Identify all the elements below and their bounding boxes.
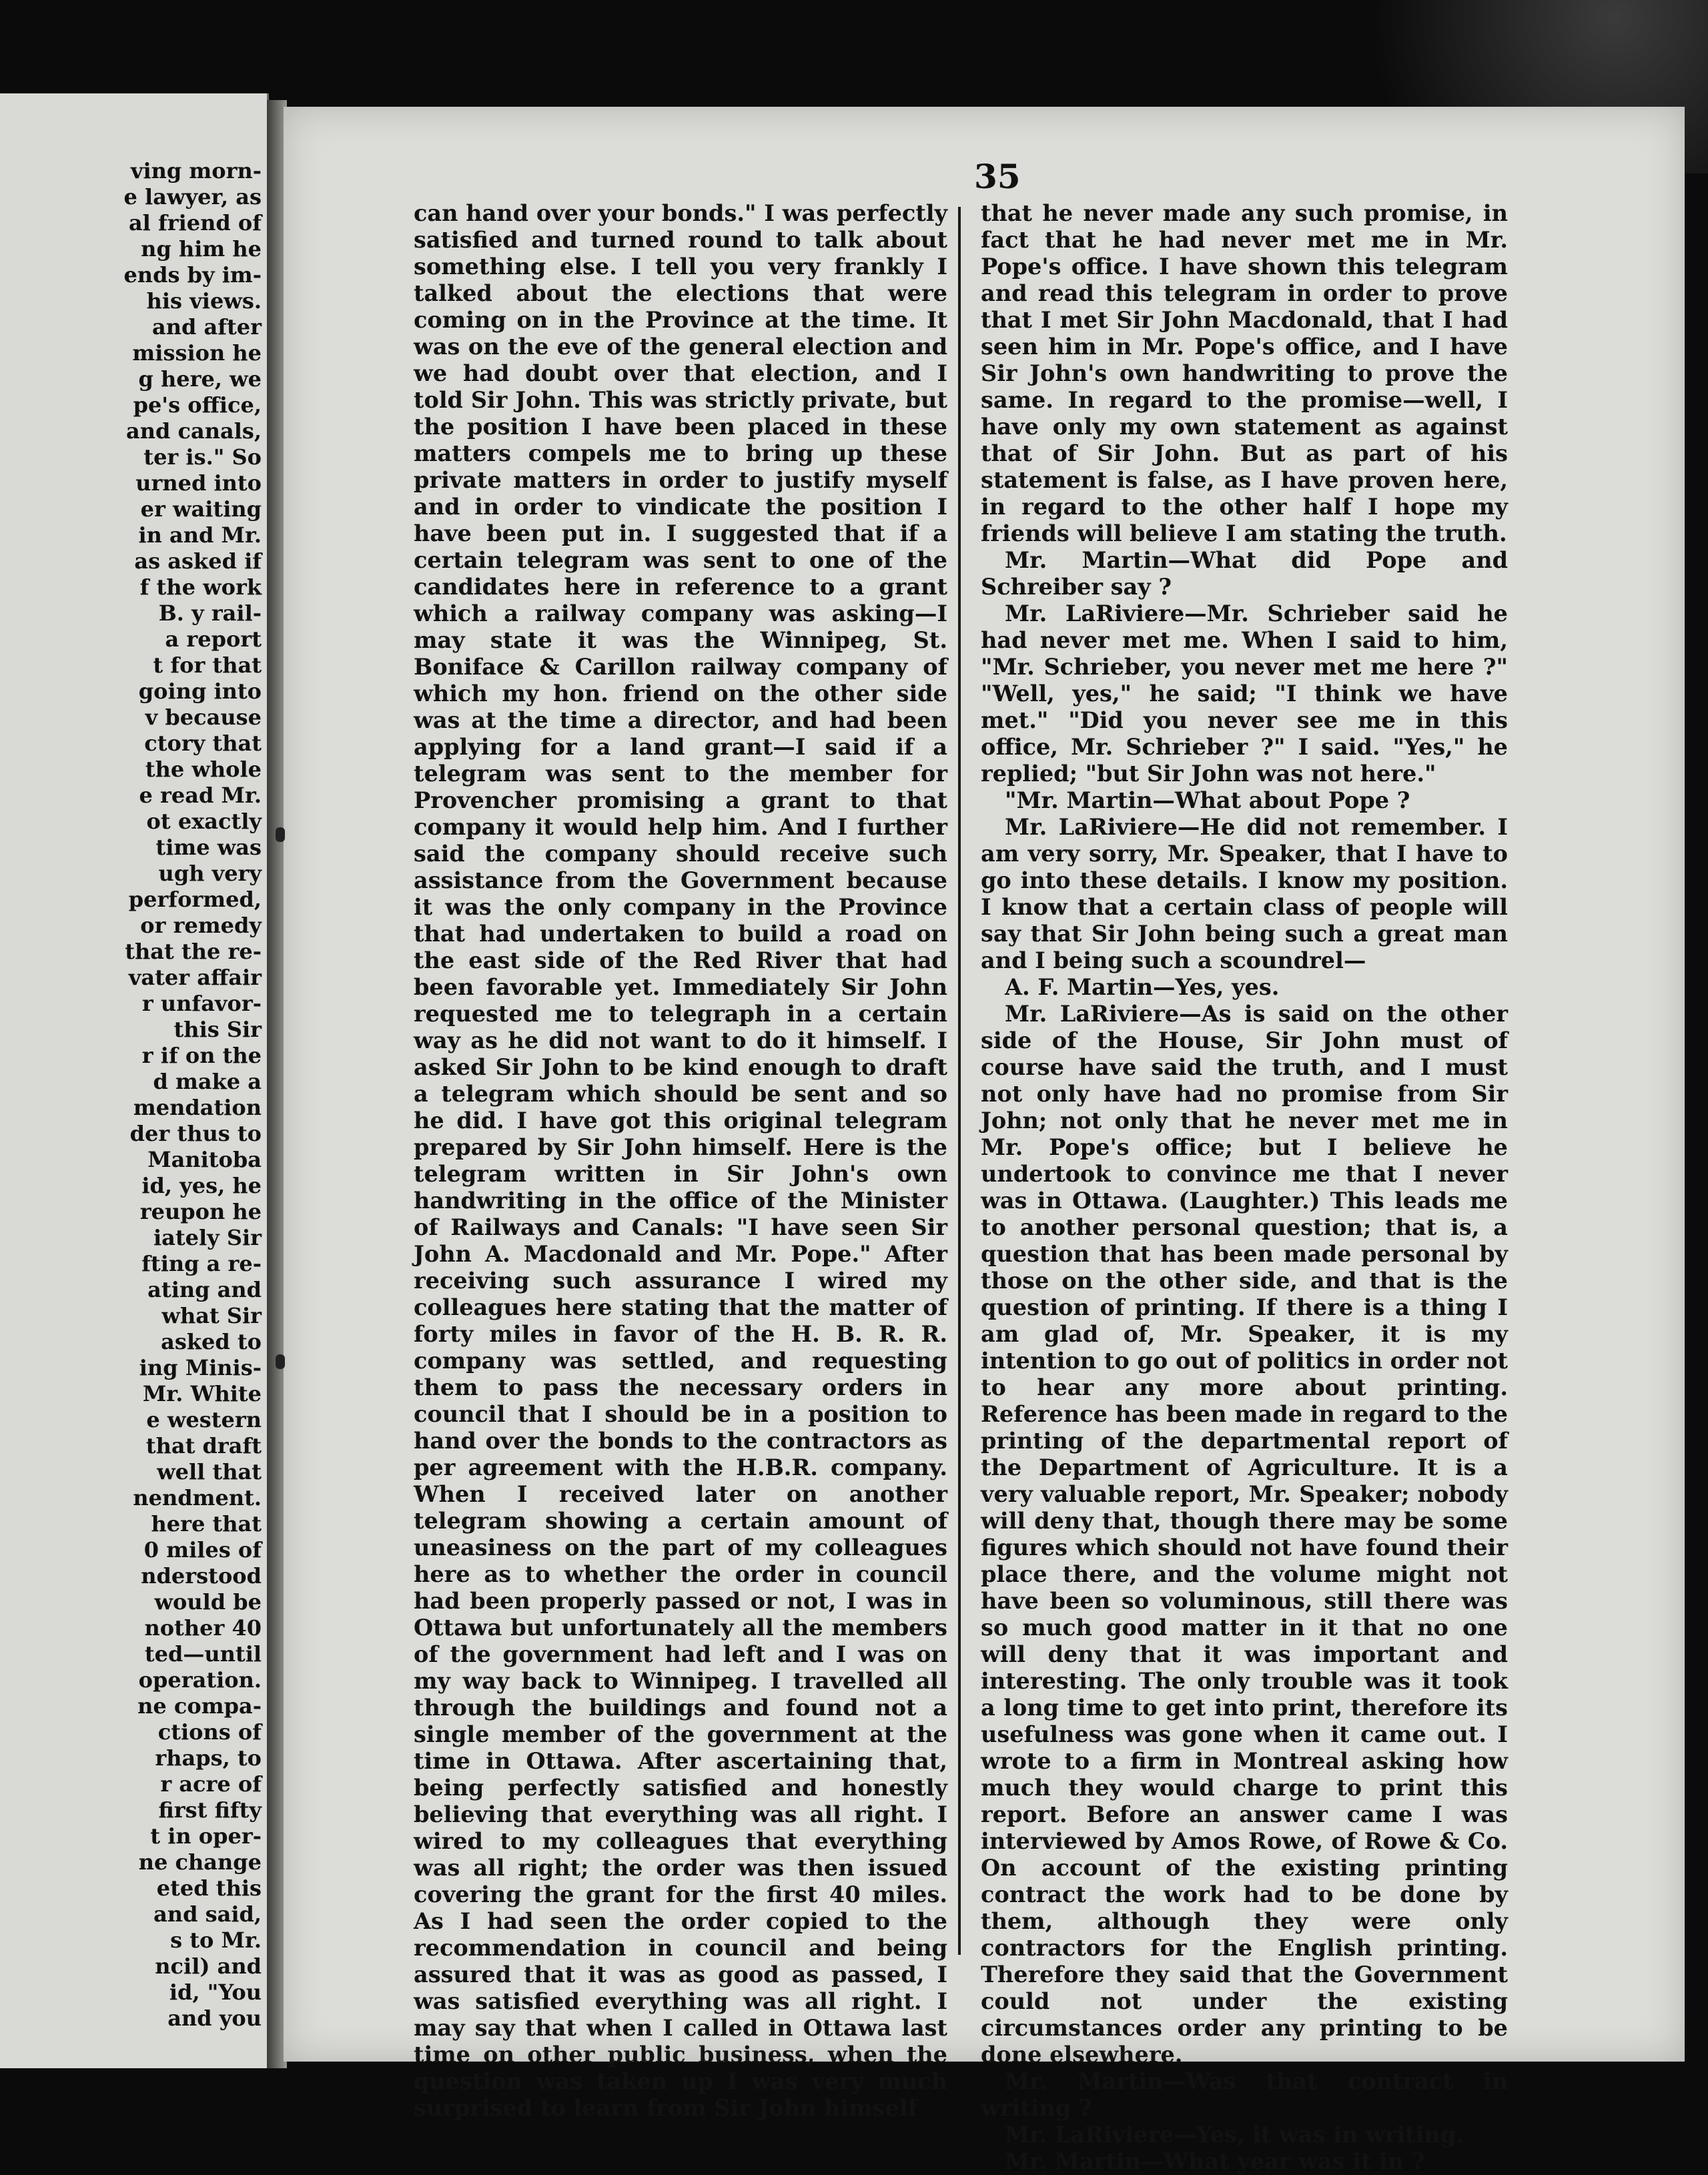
left-page-line: that draft [145,1433,262,1458]
left-page-line: d make a [153,1069,262,1094]
left-page-line: v because [145,705,262,730]
left-page-line: as asked if [134,548,262,574]
left-page-line: nendment. [133,1485,262,1510]
left-page-line: the whole [145,757,262,782]
left-page-line: asked to [161,1329,262,1354]
paragraph: that he never made any such promise, in fact that he had never met me in Mr. Pope's office. I have shown this telegram and read this telegram in order to prove that I met Sir John Macdonald, that I had seen him in Mr. Pope's office, and I have Sir John's own handwriting to prove the same. In regard to the promise—well, I have only my own statement as against that of Sir John. But as part of his statement is false, as I have proven here, in regard to the other half I hope my friends will believe I am stating the truth. [981,200,1508,546]
paragraph: A. F. Martin—Yes, yes. [1005,974,1280,1000]
left-page-line: and canals, [125,418,262,444]
paragraph: Mr. LaRiviere—As is said on the other side of the House, Sir John must of course have said the truth, and I must not only have had no promise from Sir John; not only that he never met me in Mr. Pope's office; but I believe he undertook to convince me that I never was in Ottawa. (Laughter.) This leads me to another personal question; that is, a question that has been made personal by those on the other side, and that is the question of printing. If there is a thing I am glad of, Mr. Speaker, it is my intention to go out of politics in order not to hear any more about printing. Reference has been made in regard to the printing of the departmental report of the Department of Agriculture. It is a very valuable report, Mr. Speaker; nobody will deny that, though there may be some figures which should not have found their place there, and the volume might not have been so voluminous, still there was so much good matter in it that no one will deny that it was important and interesting. The only trouble was it took a long time to get into print, therefore its usefulness was gone when it came out. I wrote to a firm in Montreal asking how much they would charge to print this report. Before an answer came I was interviewed by Amos Rowe, of Rowe & Co. On account of the existing printing contract the work had to be done by them, although they were only contractors for the English printing. Therefore they said that the Government could not under the existing circumstances order any printing to be done elsewhere. [981,1001,1508,2068]
paragraph: Mr. LaRiviere—He did not remember. I am very sorry, Mr. Speaker, that I have to go into these details. I know my position. I know that a certain class of people will say that Sir John being such a great man and I being such a scoundrel— [981,814,1508,973]
left-page-line: or remedy [140,913,262,938]
left-page-line: Mr. White [142,1381,262,1406]
paragraph: Mr. LaRiviere—Mr. Schrieber said he had never met me. When I said to him, "Mr. Schrieber, you never met me here ?" "Well, yes," he said; "I think we have met." "Did you never see me in this office, Mr. Schrieber ?" I said. "Yes," he replied; "but Sir John was not here." [981,600,1508,787]
left-page-line: ne compa- [137,1693,262,1719]
column-left [414,200,947,2122]
left-page-line: t for that [153,652,262,678]
left-page-line: operation. [138,1667,262,1693]
left-page-line: first fifty [158,1797,262,1823]
left-page-line: B. y rail- [158,600,262,626]
left-page-line: and after [151,314,262,340]
left-page-line: pe's office, [133,392,262,418]
left-page-line: Manitoba [147,1147,262,1172]
left-page-line: his views. [146,288,262,314]
left-page-line: id, yes, he [141,1173,262,1198]
page-number: 35 [974,157,1021,196]
left-page-line: ne change [138,1849,262,1875]
left-page-line: nother 40 [144,1615,262,1641]
left-page-line: that the re- [125,939,262,964]
left-page-line: would be [154,1589,262,1615]
left-page-line: ter is." So [143,444,262,470]
left-page-line: performed, [128,887,262,912]
binding-hole-mark [276,1354,285,1369]
left-page-line: mendation [133,1095,262,1120]
left-page-line: going into [138,679,262,704]
left-page-line: ctions of [157,1719,262,1745]
left-page-line: er waiting [140,496,262,522]
left-page-line: g here, we [138,366,262,392]
left-page-line: ends by im- [123,262,262,288]
left-page-line: rhaps, to [155,1745,262,1771]
left-page-line: r if on the [141,1043,262,1068]
binding-hole-mark [276,827,285,842]
left-page-line: ugh very [158,861,262,886]
left-page-line: t in oper- [150,1823,262,1849]
left-page-line: nderstood [141,1563,262,1589]
left-page-line: 0 miles of [143,1537,262,1563]
left-page-line: urned into [135,470,262,496]
left-page-line: e read Mr. [139,783,262,808]
left-page-line: r unfavor- [141,991,262,1016]
column-right [981,200,1508,2175]
left-page-line: f the work [139,574,262,600]
left-page-line: vater affair [128,965,262,990]
right-page [284,107,1685,2174]
left-page-line: reupon he [139,1199,262,1224]
left-page-line: what Sir [161,1303,262,1328]
left-page-line: ctory that [144,731,262,756]
left-page-line: id, "You [169,1980,262,2005]
left-page-line: al friend of [128,210,262,236]
paragraph: Mr. Martin—What did Pope and Schreiber say ? [981,547,1508,600]
left-page-line: e western [146,1407,262,1432]
left-page-line: a report [165,626,262,652]
left-page-line: fting a re- [141,1251,262,1276]
left-page-line: iately Sir [153,1225,262,1250]
left-page-line: this Sir [173,1017,262,1042]
paragraph: Mr. Martin—Was that contract in writing ? [981,2068,1508,2121]
left-page-line: and said, [153,1901,262,1927]
left-page-line: time was [155,835,262,860]
left-page-line: ving morn- [130,158,262,183]
left-page-line: ot exactly [146,809,262,834]
left-page-line: mission he [132,340,262,366]
left-page-line: ted—until [144,1641,262,1667]
column-divider [958,207,961,1955]
left-page-line: well that [157,1459,262,1484]
paragraph: "Mr. Martin—What about Pope ? [1005,787,1410,813]
left-page-fragment [0,93,269,2068]
left-page-line: here that [151,1511,262,1537]
paragraph: Mr. LaRiviere—Yes, it was in writing. [1005,2122,1464,2148]
left-page-line: e lawyer, as [123,184,262,209]
left-page-line: ng him he [141,236,262,262]
left-page-line: ating and [147,1277,262,1302]
left-page-line: and you [167,2006,262,2031]
paragraph: can hand over your bonds." I was perfectly satisfied and turned round to talk about something else. I tell you very frankly I talked about the elections that were coming on in the Province at the time. It was on the eve of the general election and we had doubt over that election, and I told Sir John. This was strictly private, but the position I have been placed in these matters compels me to bring up these private matters in order to justify myself and in order to vindicate the position I have been put in. I suggested that if a certain telegram was sent to one of the candidates here in reference to a grant which a railway company was asking—I may state it was the Winnipeg, St. Boniface & Carillon railway company of which my hon. friend on the other side was at the time a director, and had been applying for a land grant—I said if a telegram was sent to the member for Provencher promising a grant to that company it would help him. And I further said the company should receive such assistance from the Government because it was the only company in the Province that had undertaken to build a road on the east side of the Red River that had been favorable yet. Immediately Sir John requested me to telegraph in a certain way as he did not want to do it himself. I asked Sir John to be kind enough to draft a telegram which should be sent and so he did. I have got this original telegram prepared by Sir John himself. Here is the telegram written in Sir John's own handwriting in the office of the Minister of Railways and Canals: "I have seen Sir John A. Macdonald and Mr. Pope." After receiving such assurance I wired my colleagues here stating that the matter of forty miles in favor of the H. B. R. R. company was settled, and requesting them to pass the necessary orders in council that I should be in a position to hand over the bonds to the contractors as per agreement with the H.B.R. company. When I received later on another telegram showing a certain amount of uneasiness on the part of my colleagues here as to whether the order in council had been properly passed or not, I was in Ottawa but unfortunately all the members of the government had left and I was on my way back to Winnipeg. I travelled all through the buildings and found not a single member of the government at the time in Ottawa. After ascertaining that, being perfectly satisfied and honestly believing that everything was all right. I wired to my colleagues that everything was all right; the order was then issued covering the grant for the first 40 miles. As I had seen the order copied to the recommendation in council and being assured that it was as good as passed, I was satisfied everything was all right. I may say that when I called in Ottawa last time on other public business, when the question was taken up I was very much surprised to learn from Sir John himself [414,200,947,2121]
left-page-line: der thus to [129,1121,262,1146]
left-page-line: eted this [156,1875,262,1901]
left-page-line: in and Mr. [138,522,262,548]
left-page-line: s to Mr. [170,1927,262,1953]
paragraph: Mr. Martin—What year was it in ? [1005,2148,1425,2174]
left-page-line: ncil) and [155,1953,262,1979]
left-page-line: ing Minis- [139,1355,262,1380]
left-page-line: r acre of [160,1771,262,1797]
